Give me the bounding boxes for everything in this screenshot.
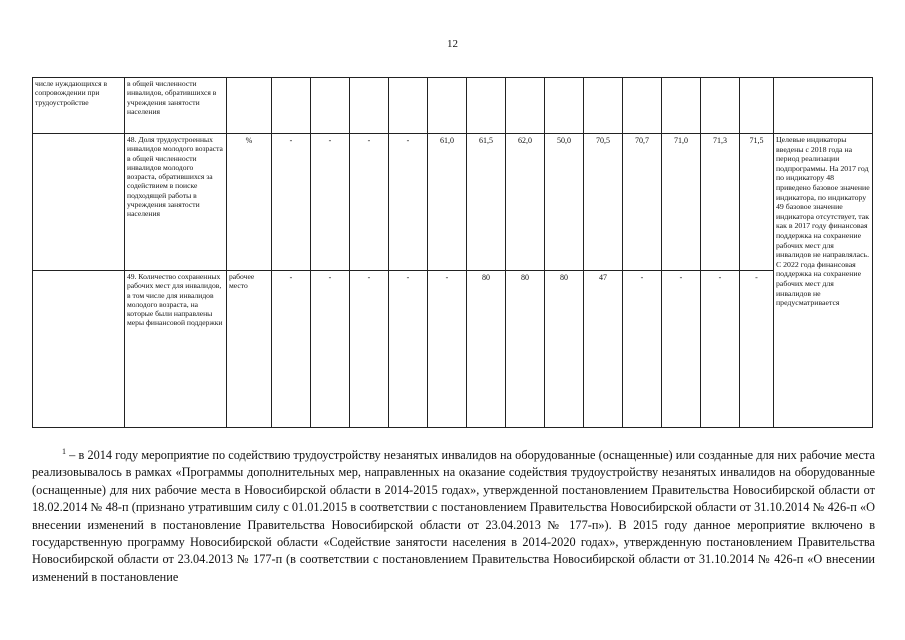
value-cell: 71,0: [662, 134, 701, 271]
value-cell: -: [311, 134, 350, 271]
value-cell: 50,0: [545, 134, 584, 271]
note-cell: Целевые индикаторы введены с 2018 года на период реализации подпрограммы. На 2017 год по индикатору 48 приведено базовое значение индикатора, по индикатору 49 базовое значение индикатора отсутствует, так как в 2017 году финансовая поддержка на сохранение рабочих мест для инвалидов не направлялась. С 2022 года финансовая поддержка на сохранение рабочих мест для инвалидов не предусматривается: [774, 134, 873, 428]
footnote-paragraph: [32, 447, 875, 586]
header-cell: в общей численности инвалидов, обратившихся в учреждения занятости населения: [125, 78, 227, 134]
value-cell: 70,7: [623, 134, 662, 271]
footnote-marker: 1: [62, 446, 66, 456]
value-cell: -: [389, 271, 428, 428]
indicator-unit: %: [227, 134, 272, 271]
value-cell: -: [428, 271, 467, 428]
value-cell: 80: [545, 271, 584, 428]
header-cell: числе нуждающихся в сопровождении при трудоустройстве: [33, 78, 125, 134]
value-cell: -: [389, 134, 428, 271]
table-row: [33, 271, 873, 428]
value-cell: 61,5: [467, 134, 506, 271]
value-cell: -: [350, 271, 389, 428]
value-cell: -: [311, 271, 350, 428]
footnote-text: – в 2014 году мероприятие по содействию трудоустройству незанятых инвалидов на оборудованные (оснащенные) или созданные для них рабочие места реализовывалось в рамках «Программы дополнительных мер, направленных на оказание содействия трудоустройству незанятых инвалидов на оборудованные (оснащенные) для них рабочие места в Новосибирской области в 2014-2015 годах», утвержденной постановлением Правительства Новосибирской области от 18.02.2014 № 48-п (признано утратившим силу с 01.01.2015 в соответствии с постановлением Правительства Новосибирской области от 31.10.2014 № 426-п «О внесении изменений в постановление Правительства Новосибирской области от 23.04.2013 № 177-п»). В 2015 году данное мероприятие включено в государственную программу Новосибирской области «Содействие занятости населения в 2014-2020 годах», утвержденную постановлением Правительства Новосибирской области от 23.04.2013 № 177-п (в соответствии с постановлением Правительства Новосибирской области от 31.10.2014 № 426-п «О внесении изменений в постановление: [32, 448, 875, 584]
indicator-name: 49. Количество сохраненных рабочих мест для инвалидов, в том числе для инвалидов молодого возраста, на которые были направлены меры финансовой поддержки: [125, 271, 227, 428]
value-cell: -: [272, 271, 311, 428]
value-cell: 80: [467, 271, 506, 428]
value-cell: -: [740, 271, 774, 428]
value-cell: 62,0: [506, 134, 545, 271]
value-cell: -: [350, 134, 389, 271]
value-cell: 47: [584, 271, 623, 428]
value-cell: 80: [506, 271, 545, 428]
value-cell: -: [272, 134, 311, 271]
value-cell: 71,3: [701, 134, 740, 271]
value-cell: -: [701, 271, 740, 428]
value-cell: 71,5: [740, 134, 774, 271]
page-number: 12: [447, 38, 458, 50]
value-cell: -: [662, 271, 701, 428]
table-row: [33, 78, 873, 134]
table-row: [33, 134, 873, 271]
value-cell: 61,0: [428, 134, 467, 271]
indicator-name: 48. Доля трудоустроенных инвалидов молодого возраста в общей численности инвалидов молодого возраста, обратившихся за содействием в поиске подходящей работы в учреждения занятости населения: [125, 134, 227, 271]
indicator-unit: рабочее место: [227, 271, 272, 428]
indicators-table: [32, 77, 873, 428]
value-cell: -: [623, 271, 662, 428]
value-cell: 70,5: [584, 134, 623, 271]
